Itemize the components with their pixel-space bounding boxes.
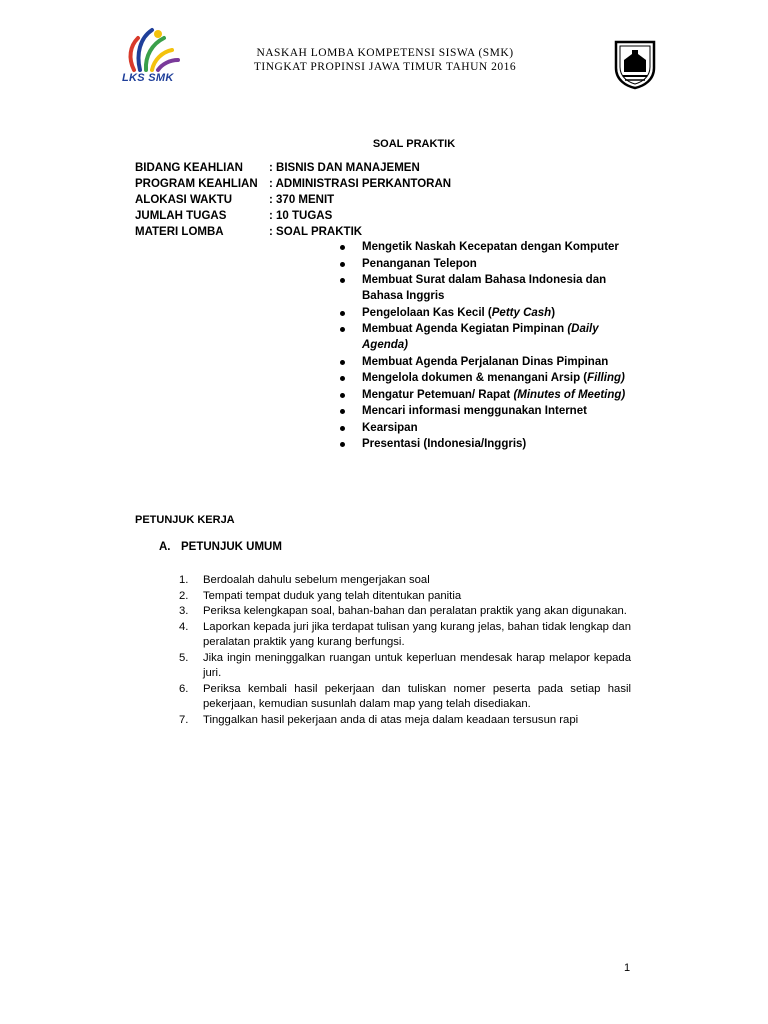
step-number: 7. <box>179 713 189 726</box>
step-text: Berdoalah dahulu sebelum mengerjakan soal <box>203 574 430 586</box>
step-text: Tempati tempat duduk yang telah ditentukan panitia <box>203 589 462 602</box>
info-value: : BISNIS DAN MANAJEMEN <box>269 162 420 174</box>
info-row <box>135 208 451 224</box>
list-item: Mengetik Naskah Kecepatan dengan Komputer <box>334 239 634 255</box>
info-value: : 10 TUGAS <box>269 210 333 222</box>
page-number: 1 <box>624 962 631 974</box>
step-number: 2. <box>179 589 189 602</box>
info-row <box>135 176 451 192</box>
info-value: : ADMINISTRASI PERKANTORAN <box>269 178 452 190</box>
step-text: Laporkan kepada juri jika terdapat tulisan yang kurang jelas, bahan tidak lengkap dan peralatan praktik yang kurang berfungsi. <box>203 620 631 648</box>
list-item <box>179 713 631 729</box>
list-item: Penanganan Telepon <box>334 256 634 272</box>
materi-lomba-list <box>334 239 634 453</box>
list-item: Mengelola dokumen & menangani Arsip (Filling) <box>334 370 634 386</box>
list-item <box>179 682 631 713</box>
header-title-line-2: TINGKAT PROPINSI JAWA TIMUR TAHUN 2016 <box>253 60 517 73</box>
list-item: Membuat Agenda Kegiatan Pimpinan (Daily Agenda) <box>334 321 634 353</box>
info-row <box>135 160 451 176</box>
step-number: 6. <box>179 682 189 695</box>
info-label: MATERI LOMBA <box>135 226 224 238</box>
step-text: Tinggalkan hasil pekerjaan anda di atas meja dalam keadaan tersusun rapi <box>203 713 579 726</box>
info-row <box>135 192 451 208</box>
list-item: Presentasi (Indonesia/Inggris) <box>334 436 634 452</box>
list-item: Mencari informasi menggunakan Internet <box>334 403 634 419</box>
subsection-title: PETUNJUK UMUM <box>181 541 282 553</box>
info-row <box>135 224 451 240</box>
list-item: Membuat Surat dalam Bahasa Indonesia dan Bahasa Inggris <box>334 272 634 304</box>
list-item: Kearsipan <box>334 420 634 436</box>
info-label: JUMLAH TUGAS <box>135 210 227 222</box>
step-number: 3. <box>179 605 189 617</box>
step-number: 4. <box>179 620 189 633</box>
info-label: ALOKASI WAKTU <box>135 194 233 206</box>
list-item: Membuat Agenda Perjalanan Dinas Pimpinan <box>334 354 634 370</box>
list-item: Pengelolaan Kas Kecil (Petty Cash) <box>334 305 634 321</box>
step-text: Jika ingin meninggalkan ruangan untuk keperluan mendesak harap melapor kepada juri. <box>203 651 631 679</box>
lks-logo-text: LKS SMK <box>122 72 174 84</box>
list-item <box>179 620 631 651</box>
info-value: : 370 MENIT <box>269 194 335 206</box>
step-text: Periksa kembali hasil pekerjaan dan tuliskan nomer peserta pada setiap hasil pekerjaan, kemudian susunlah dalam map yang telah disediakan. <box>203 682 631 710</box>
document-title: SOAL PRAKTIK <box>372 138 456 150</box>
document-header <box>200 47 570 74</box>
list-item <box>179 651 631 682</box>
section-heading-petunjuk-kerja: PETUNJUK KERJA <box>135 514 235 526</box>
list-item <box>179 604 631 620</box>
info-table <box>135 160 451 240</box>
list-item: Mengatur Petemuan/ Rapat (Minutes of Meeting) <box>334 387 634 403</box>
step-number: 5. <box>179 651 189 664</box>
subsection-heading-petunjuk-umum <box>159 541 282 553</box>
jawa-timur-crest-icon <box>610 38 660 90</box>
lks-smk-logo <box>118 24 184 88</box>
petunjuk-umum-list <box>179 573 631 728</box>
list-item <box>179 589 631 605</box>
info-label: BIDANG KEAHLIAN <box>135 162 243 174</box>
list-item <box>179 573 631 589</box>
header-title-line-1: NASKAH LOMBA KOMPETENSI SISWA (SMK) <box>256 47 514 59</box>
step-text: Periksa kelengkapan soal, bahan-bahan dan peralatan praktik yang akan digunakan. <box>203 605 627 617</box>
info-value: : SOAL PRAKTIK <box>269 226 363 238</box>
step-number: 1. <box>179 574 189 586</box>
lks-logo-mark-icon <box>118 24 184 74</box>
subsection-letter: A. <box>159 541 171 553</box>
info-label: PROGRAM KEAHLIAN <box>135 178 258 190</box>
